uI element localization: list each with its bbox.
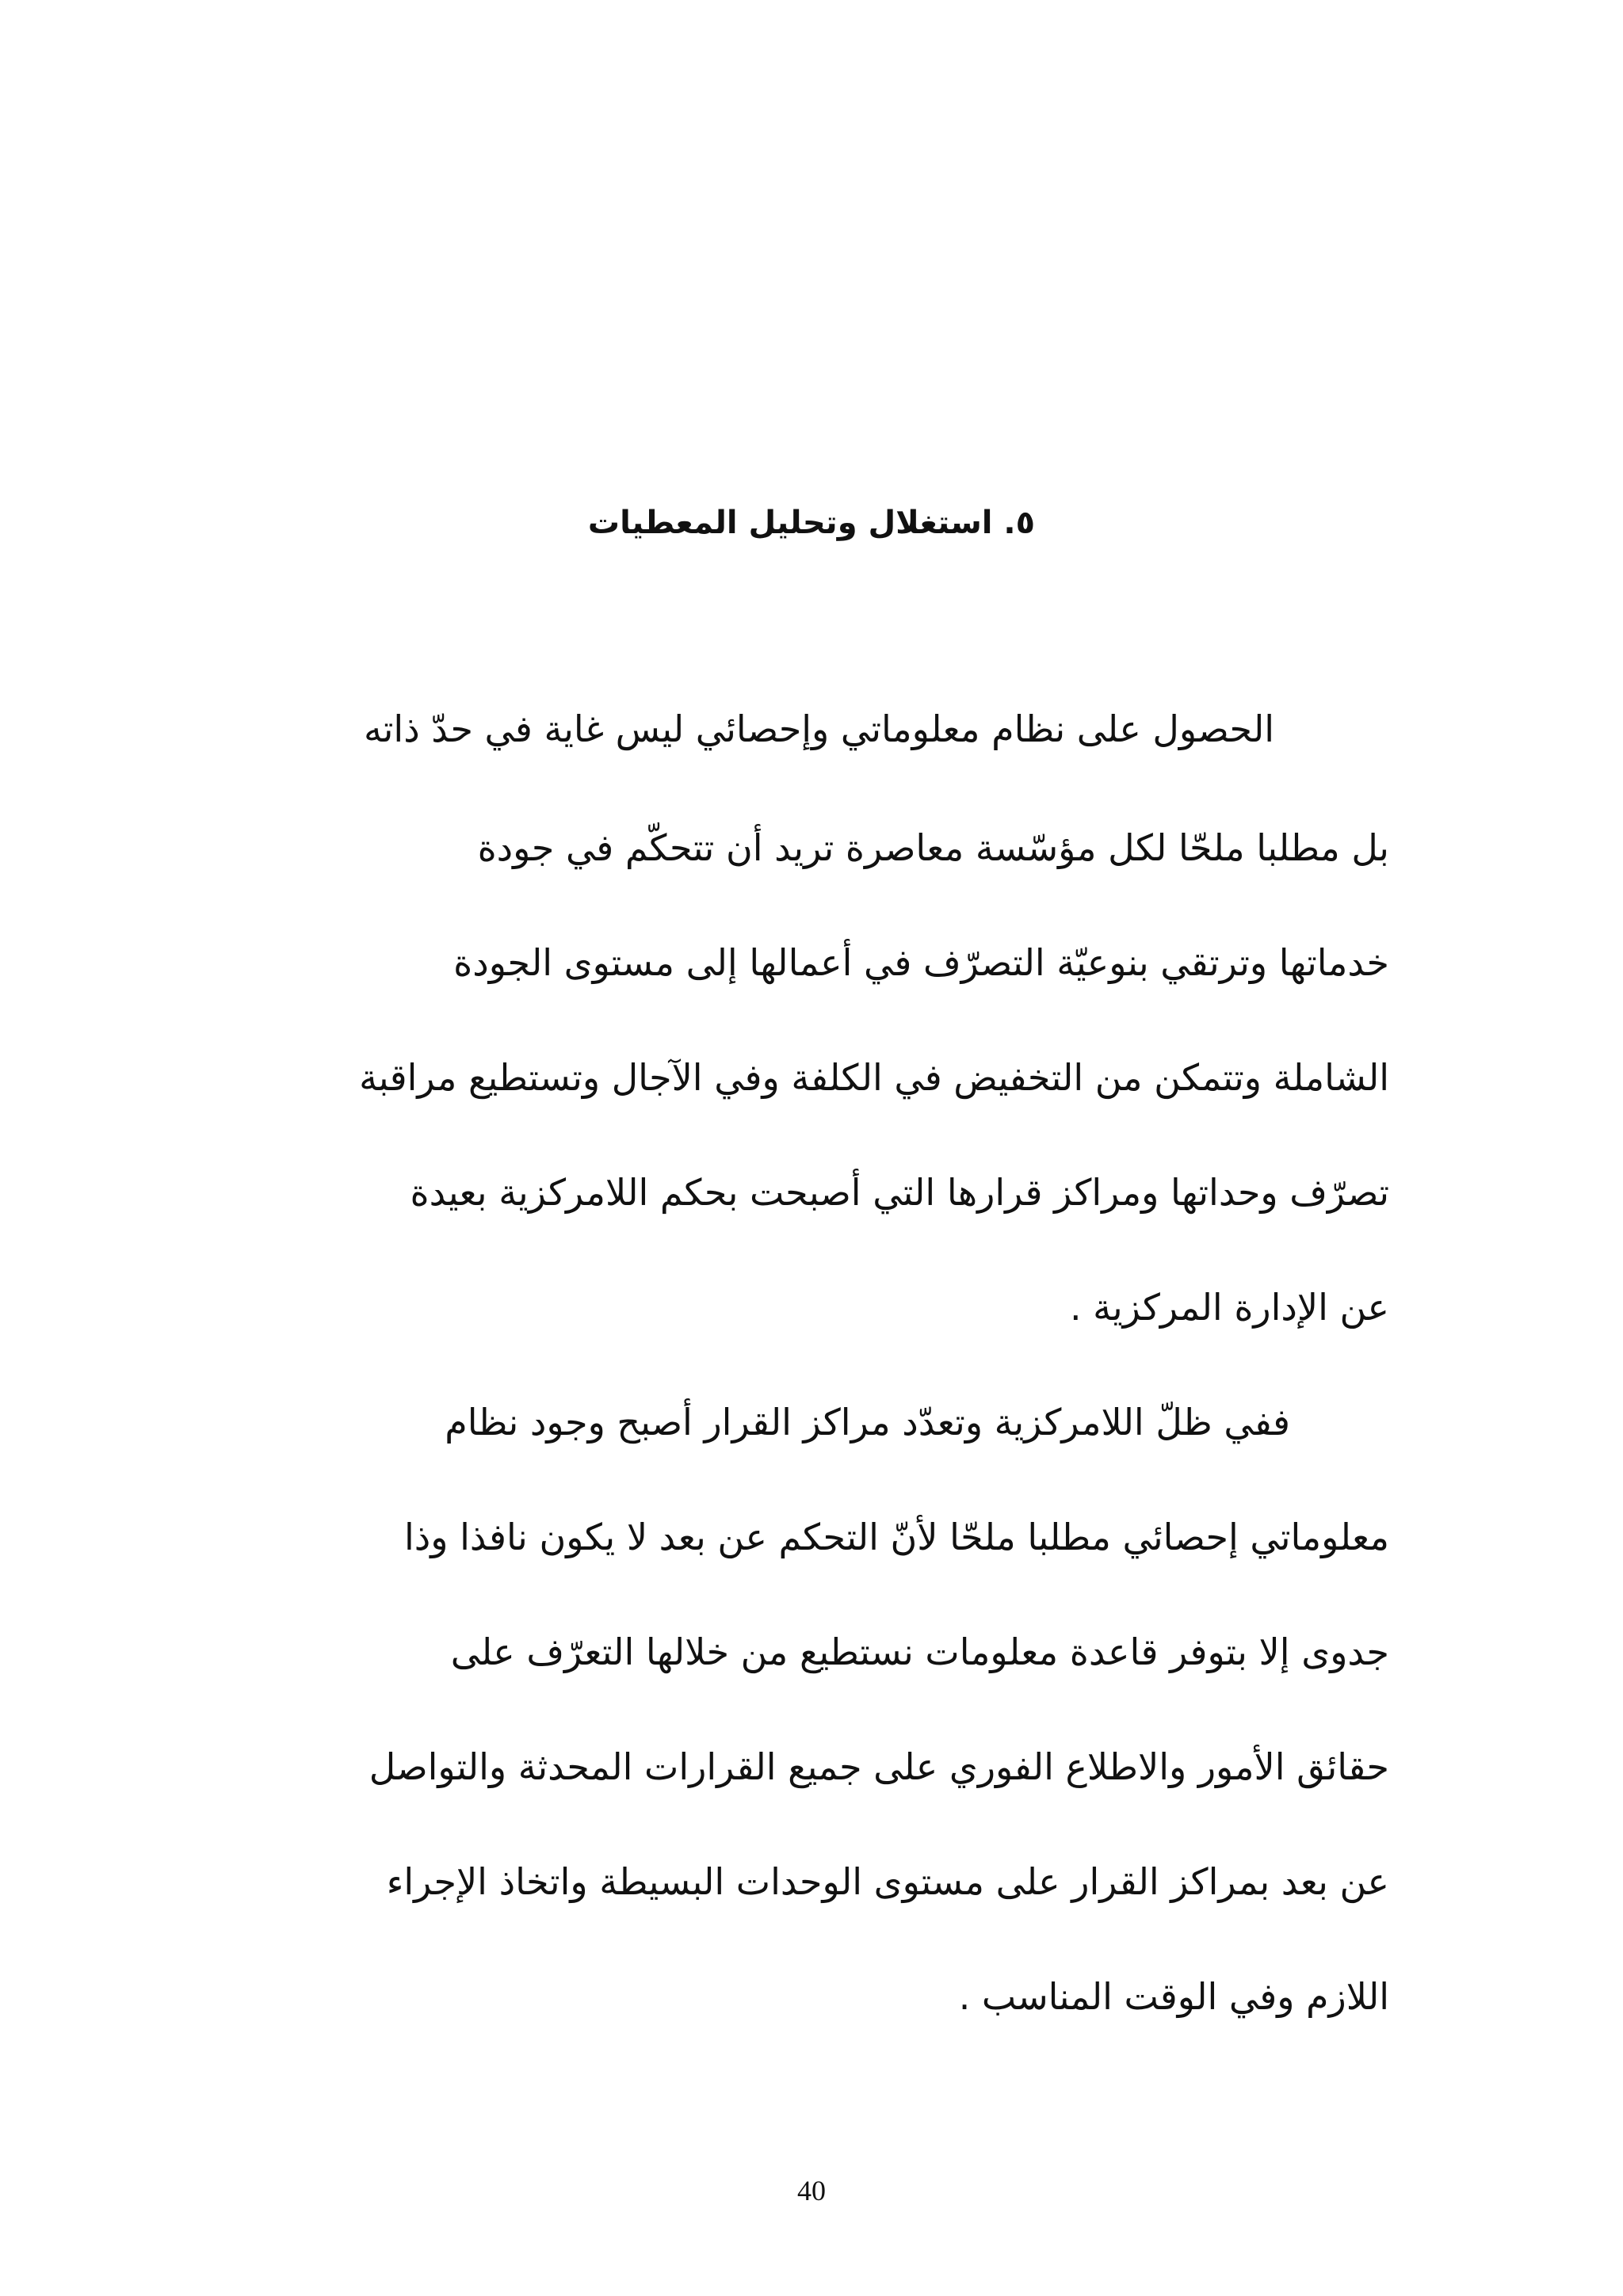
- page-number: 40: [797, 2175, 826, 2206]
- paragraph-2-line-5: عن بعد بمراكز القرار على مستوى الوحدات البسيطة واتخاذ الإجراء: [386, 1860, 1389, 1903]
- paragraph-1-line-6: عن الإدارة المركزية .: [1069, 1286, 1389, 1329]
- paragraph-1-line-1: الحصول على نظام معلوماتي وإحصائي ليس غاية في حدّ ذاته: [363, 707, 1274, 750]
- paragraph-1-line-5: تصرّف وحداتها ومراكز قرارها التي أصبحت بحكم اللامركزية بعيدة: [410, 1171, 1389, 1214]
- paragraph-2-line-1: ففي ظلّ اللامركزية وتعدّد مراكز القرار أصبح وجود نظام: [445, 1401, 1290, 1444]
- paragraph-2-line-6: اللازم وفي الوقت المناسب .: [958, 1975, 1389, 2018]
- section-heading: ٥. استغلال وتحليل المعطيات: [587, 505, 1036, 541]
- paragraph-2-line-3: جدوى إلا بتوفر قاعدة معلومات نستطيع من خلالها التعرّف على: [450, 1630, 1389, 1673]
- paragraph-1-line-4: الشاملة وتتمكن من التخفيض في الكلفة وفي الآجال وتستطيع مراقبة: [359, 1056, 1389, 1099]
- paragraph-2-line-2: معلوماتي إحصائي مطلبا ملحّا لأنّ التحكم عن بعد لا يكون نافذا وذا: [403, 1516, 1389, 1558]
- paragraph-2-line-4: حقائق الأمور والاطلاع الفوري على جميع القرارات المحدثة والتواصل: [369, 1745, 1389, 1788]
- paragraph-1-line-3: خدماتها وترتقي بنوعيّة التصرّف في أعمالها إلى مستوى الجودة: [453, 941, 1389, 984]
- paragraph-1-line-2: بل مطلبا ملحّا لكل مؤسّسة معاصرة تريد أن تتحكّم في جودة: [477, 826, 1389, 869]
